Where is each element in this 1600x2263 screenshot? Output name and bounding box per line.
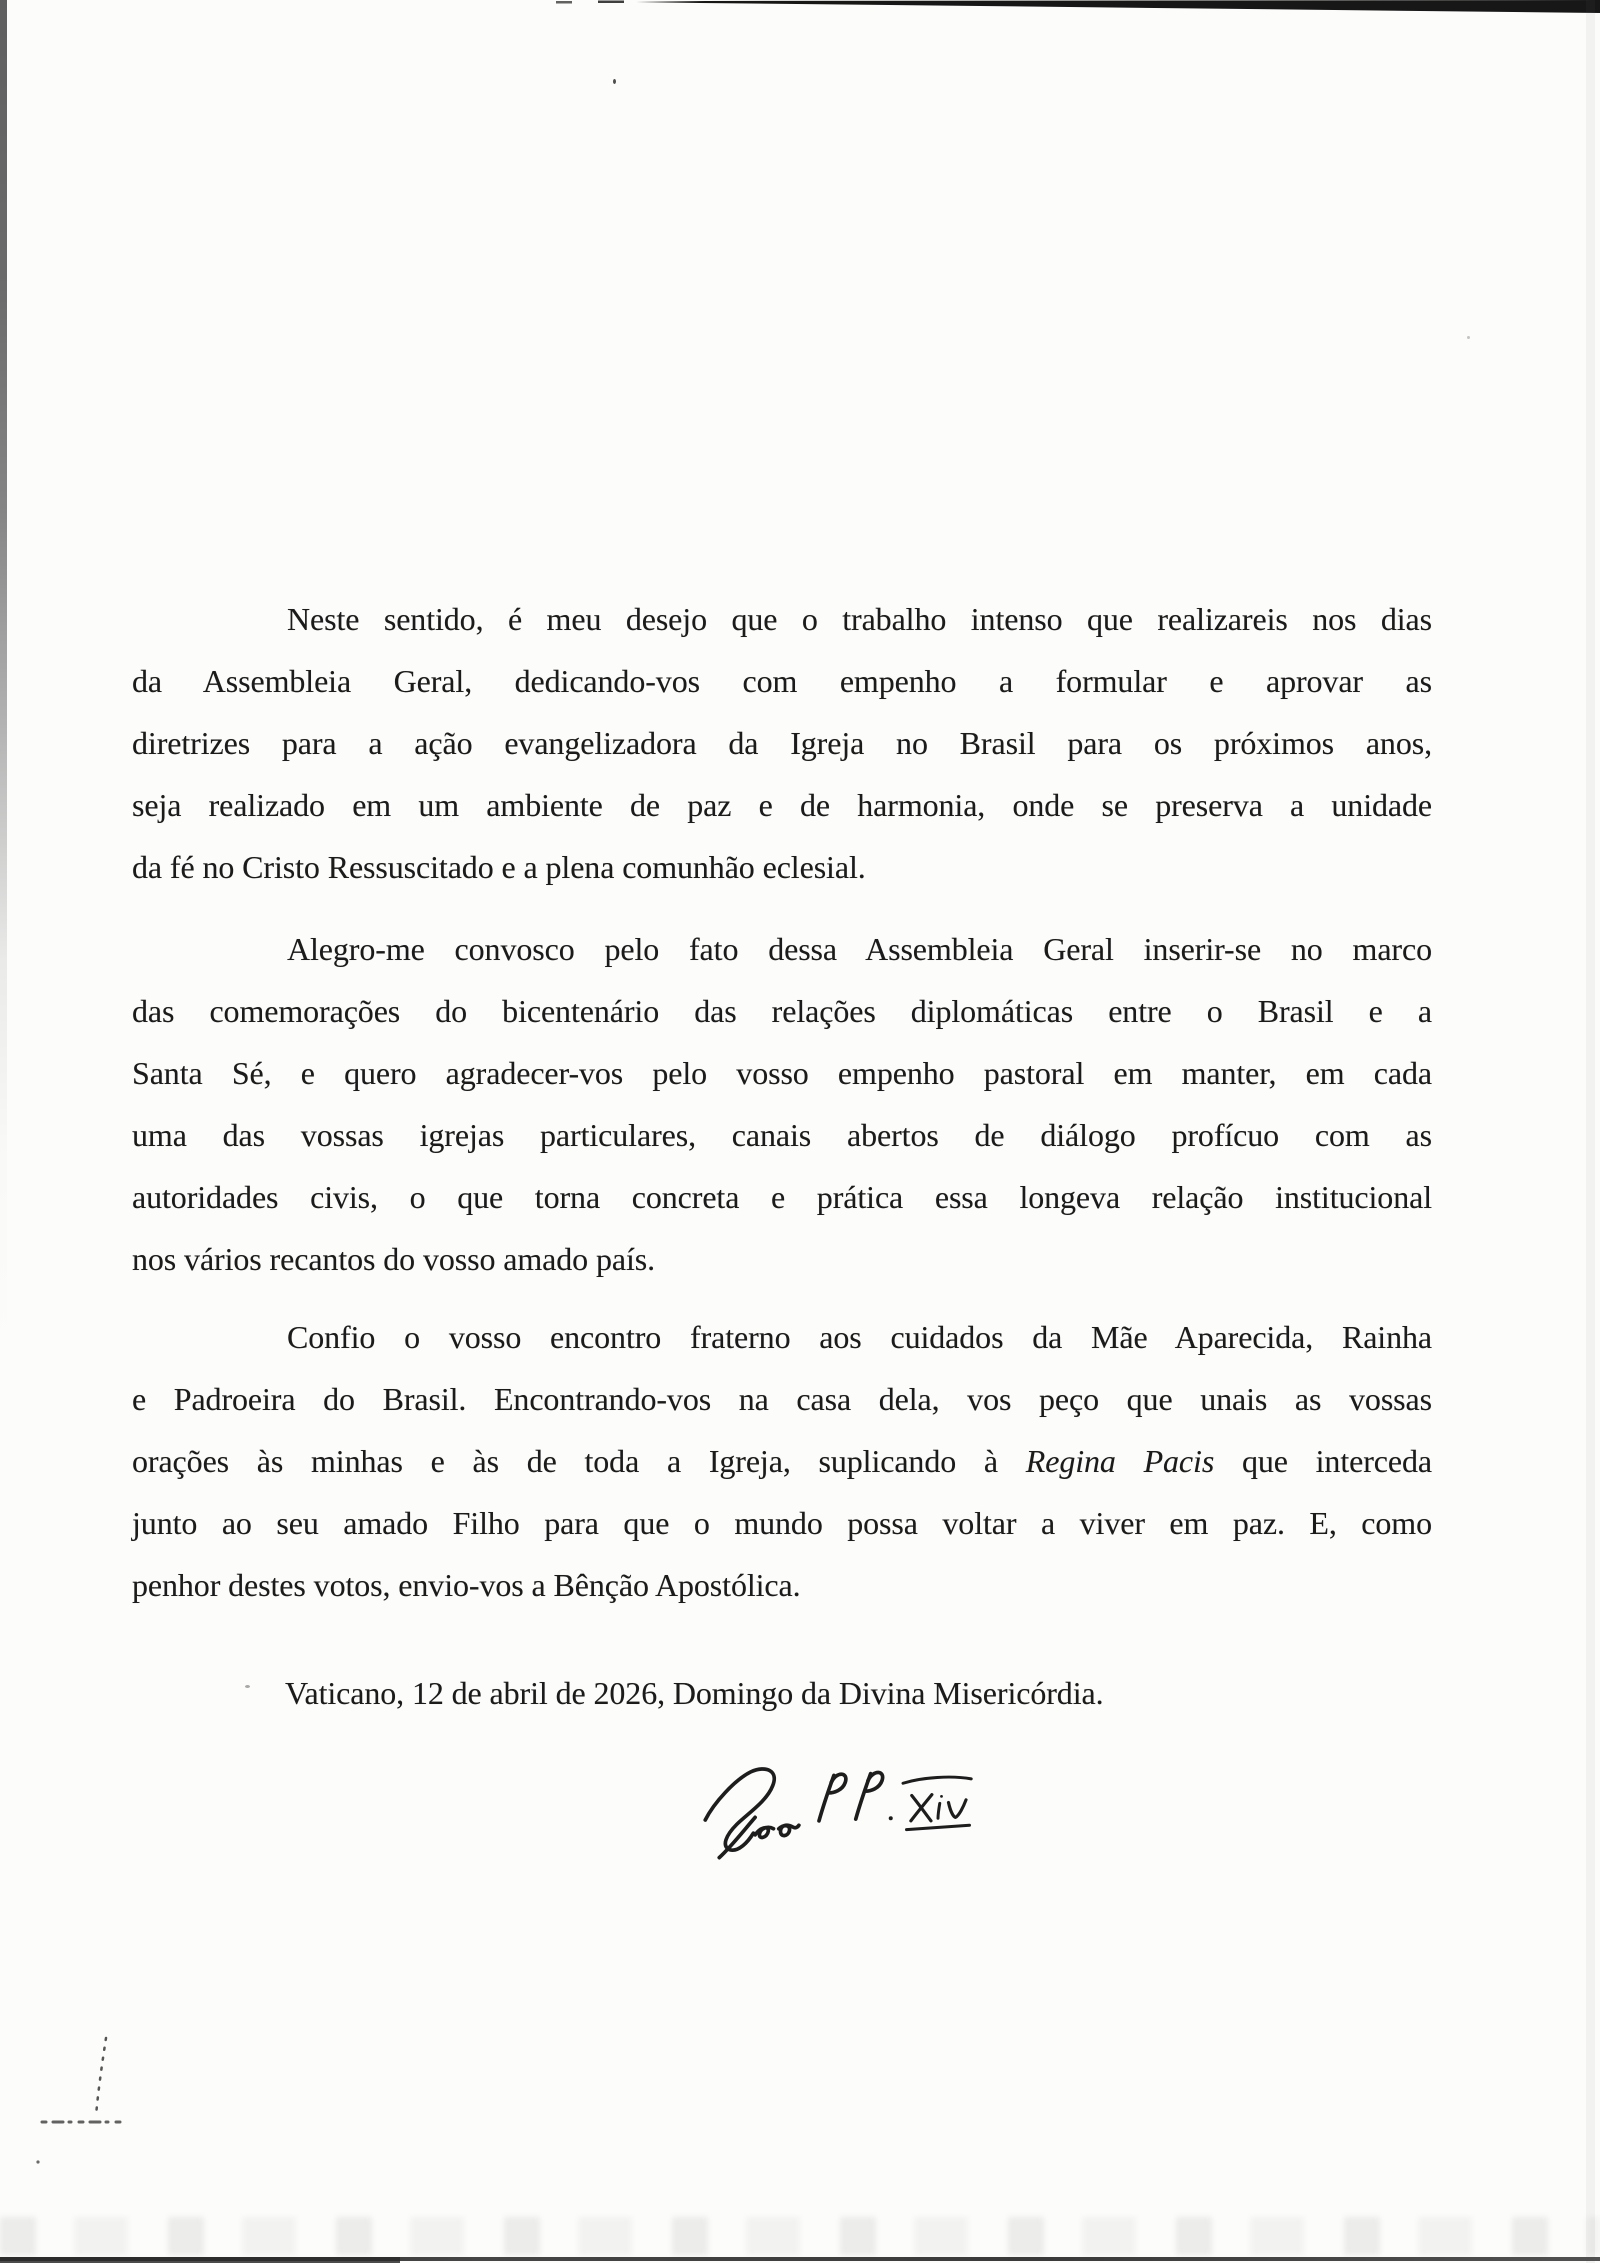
- text-line: [132, 1430, 1432, 1492]
- text-line: [132, 588, 1432, 650]
- papal-signature: [700, 1764, 980, 1874]
- line-text: autoridades civis, o que torna concreta e prática essa longeva relação institucional: [132, 1179, 1432, 1215]
- line-text: Alegro-me convosco pelo fato dessa Assembleia Geral inserir-se no marco: [287, 931, 1432, 967]
- text-line: [132, 1492, 1432, 1554]
- text-line: [132, 1368, 1432, 1430]
- scan-artifact-squiggle: [28, 2030, 158, 2180]
- scan-speck: [613, 79, 616, 84]
- text-line: [132, 1166, 1432, 1228]
- text-line: [132, 980, 1432, 1042]
- text-line: [132, 1228, 1432, 1290]
- line-text: e Padroeira do Brasil. Encontrando-vos na casa dela, vos peço que unais as vossas: [132, 1381, 1432, 1417]
- line-text: Neste sentido, é meu desejo que o trabalho intenso que realizareis nos dias: [287, 601, 1432, 637]
- line-text: Santa Sé, e quero agradecer-vos pelo vosso empenho pastoral em manter, em cada: [132, 1055, 1432, 1091]
- text-line: [132, 918, 1432, 980]
- scan-speck: [1467, 336, 1470, 339]
- scan-artifact-right-streak: [1586, 0, 1595, 2263]
- line-text: orações às minhas e às de toda a Igreja, suplicando à: [132, 1443, 1026, 1479]
- text-line: [132, 836, 1432, 898]
- dateline: Vaticano, 12 de abril de 2026, Domingo da Divina Misericórdia.: [285, 1675, 1104, 1711]
- scan-artifact-top-bar: [0, 0, 1600, 16]
- scan-artifact-bottom-smudge: [0, 2217, 1600, 2255]
- line-text: penhor destes votos, envio-vos a Bênção Apostólica.: [132, 1567, 801, 1603]
- line-text: uma das vossas igrejas particulares, canais abertos de diálogo profícuo com as: [132, 1117, 1432, 1153]
- text-line: [132, 1042, 1432, 1104]
- line-text: seja realizado em um ambiente de paz e de harmonia, onde se preserva a unidade: [132, 787, 1432, 823]
- text-line: [132, 712, 1432, 774]
- italic-phrase: Regina Pacis: [1025, 1443, 1215, 1479]
- letter-body: [132, 588, 1432, 1724]
- line-text: que interceda: [1214, 1443, 1432, 1479]
- paragraph: [132, 588, 1432, 898]
- scan-artifact-left-edge: [0, 0, 7, 1600]
- text-line: [132, 650, 1432, 712]
- line-text: das comemorações do bicentenário das relações diplomáticas entre o Brasil e a: [132, 993, 1432, 1029]
- text-line: [132, 774, 1432, 836]
- line-text: diretrizes para a ação evangelizadora da Igreja no Brasil para os próximos anos,: [132, 725, 1432, 761]
- scan-artifact-bottom-corner: [0, 2257, 400, 2263]
- line-text: junto ao seu amado Filho para que o mundo possa voltar a viver em paz. E, como: [132, 1505, 1432, 1541]
- line-text: Confio o vosso encontro fraterno aos cuidados da Mãe Aparecida, Rainha: [287, 1319, 1432, 1355]
- line-text: da fé no Cristo Ressuscitado e a plena comunhão eclesial.: [132, 849, 866, 885]
- text-line: [132, 1306, 1432, 1368]
- line-text: da Assembleia Geral, dedicando-vos com empenho a formular e aprovar as: [132, 663, 1432, 699]
- text-line: [132, 1554, 1432, 1616]
- text-line: [132, 1104, 1432, 1166]
- paragraph: [132, 918, 1432, 1290]
- paragraph: [132, 1306, 1432, 1616]
- line-text: nos vários recantos do vosso amado país.: [132, 1241, 656, 1277]
